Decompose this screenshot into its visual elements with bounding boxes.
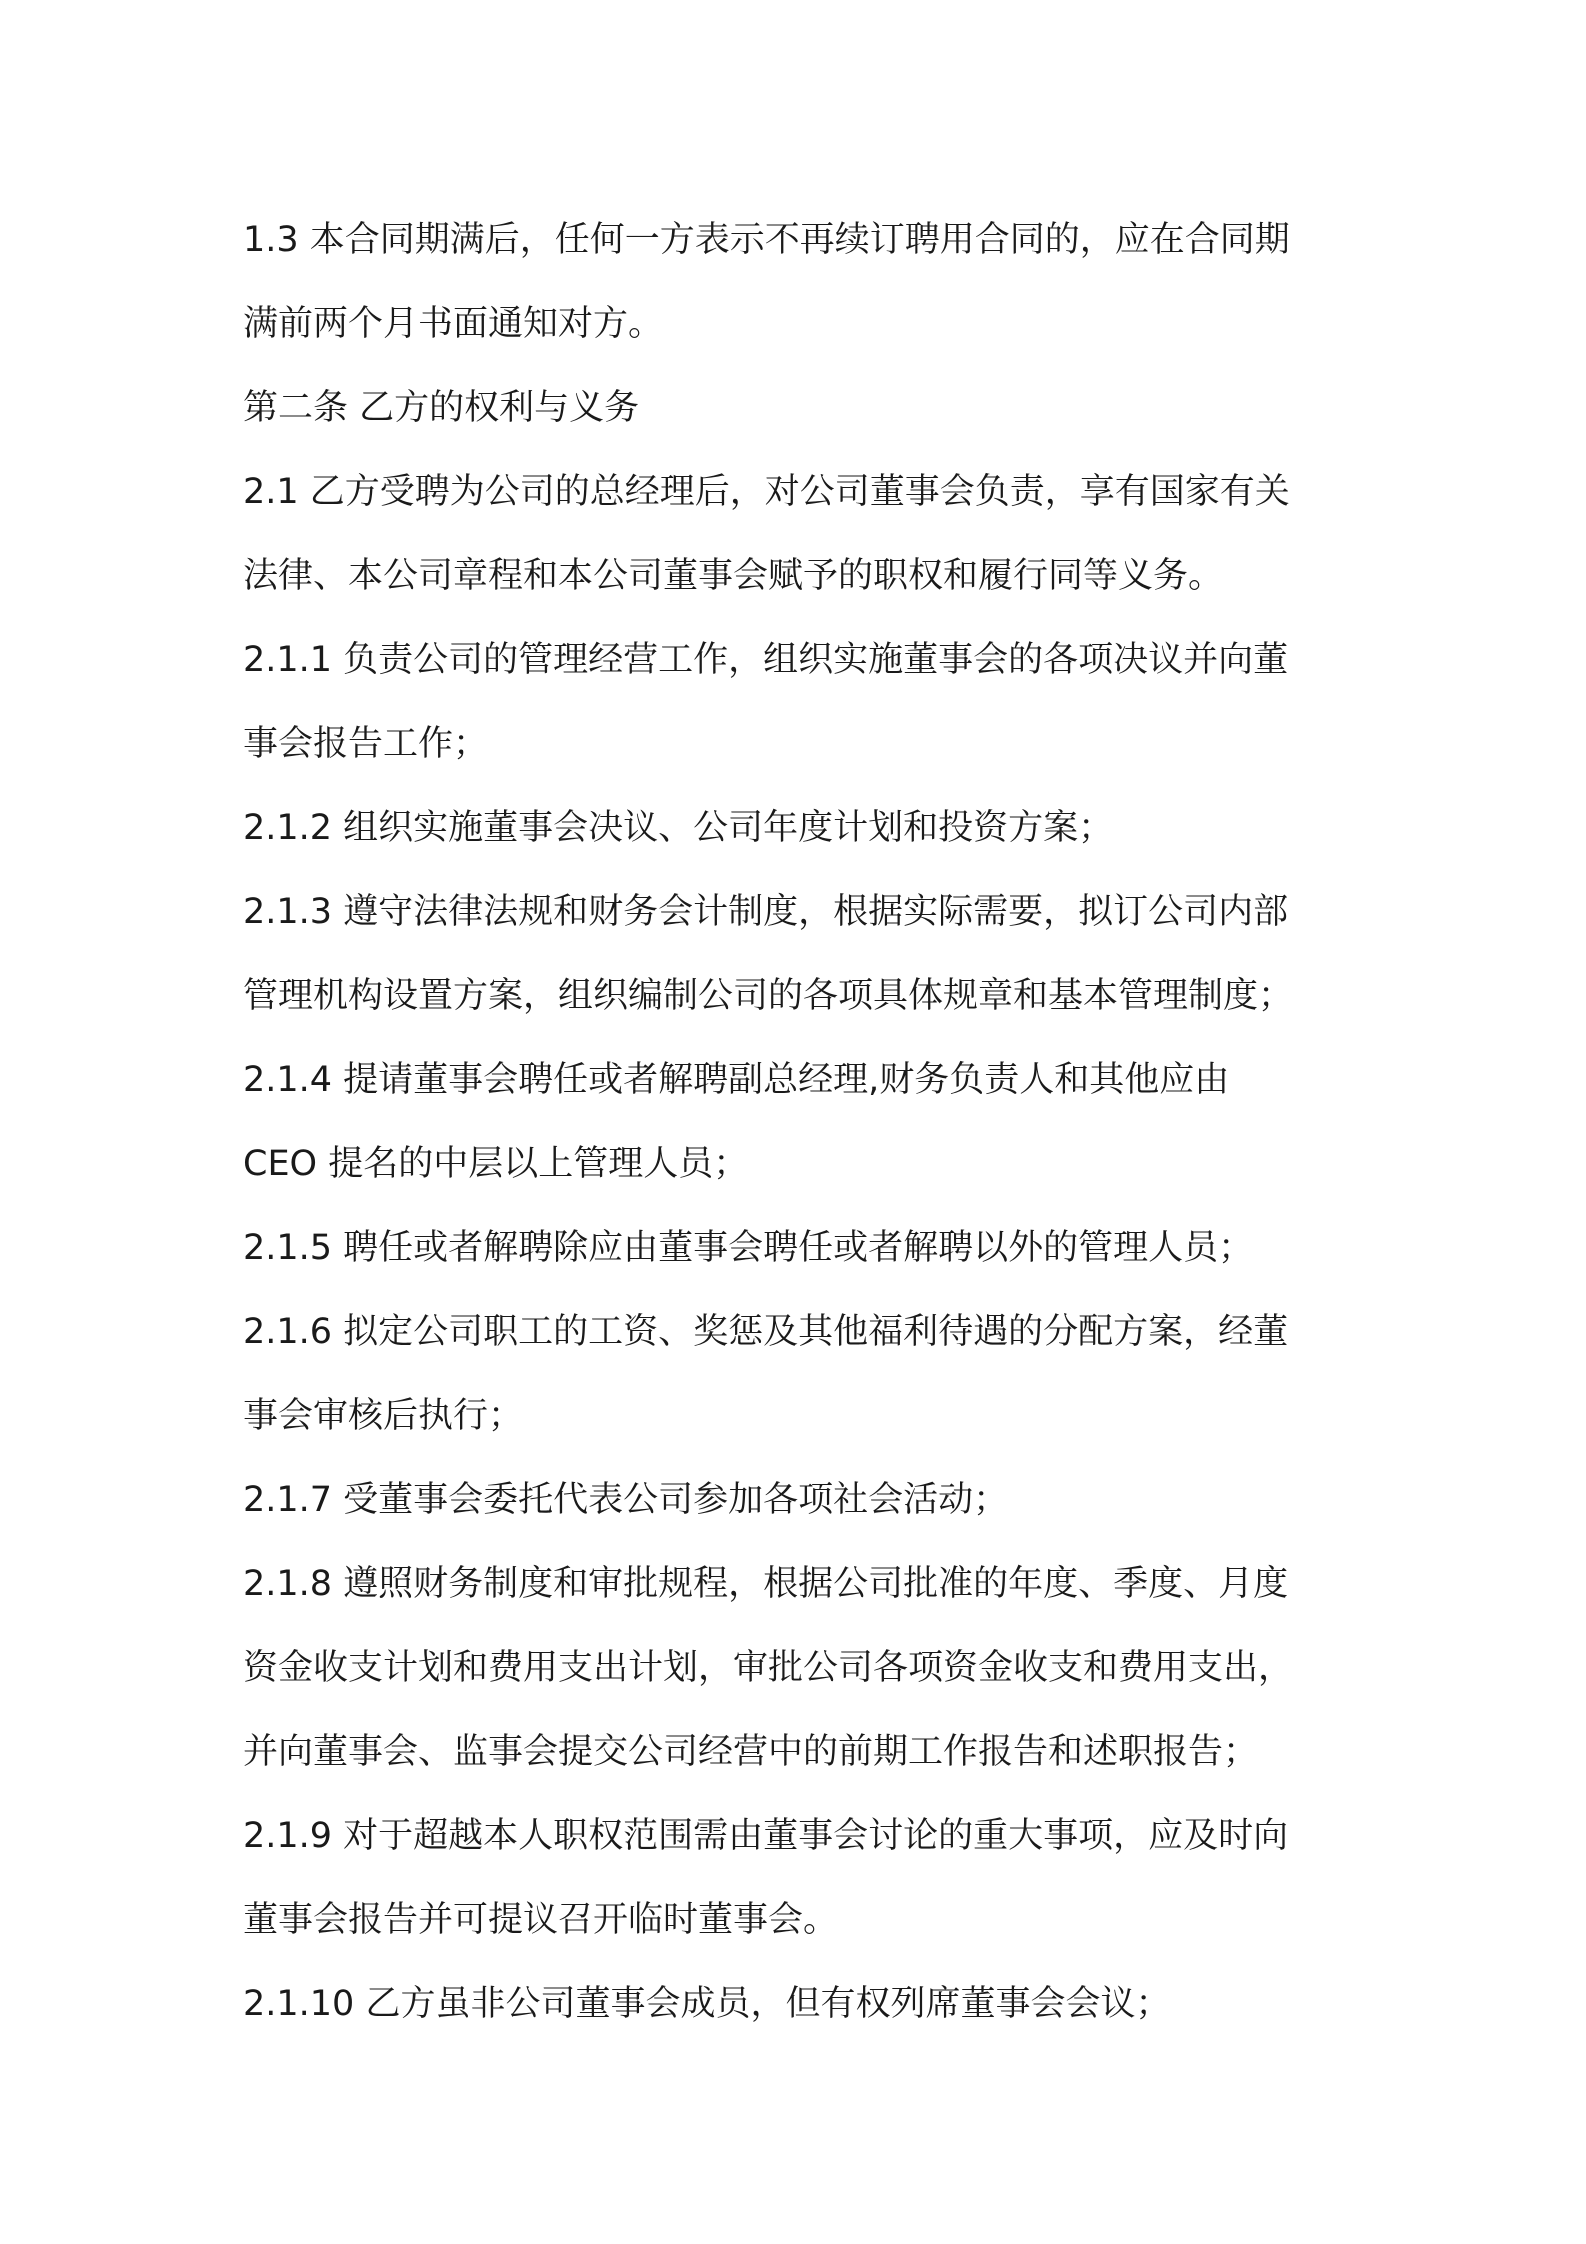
section-heading: 第二条 乙方的权利与义务: [243, 388, 640, 428]
text-line: CEO 提名的中层以上管理人员；: [243, 1144, 749, 1184]
text-line: 2.1.6 拟定公司职工的工资、奖惩及其他福利待遇的分配方案，经董: [243, 1312, 1289, 1352]
text-line: 2.1.5 聘任或者解聘除应由董事会聘任或者解聘以外的管理人员；: [243, 1228, 1254, 1268]
text-line: 并向董事会、监事会提交公司经营中的前期工作报告和述职报告；: [243, 1732, 1259, 1772]
text-line: 满前两个月书面通知对方。: [243, 304, 664, 344]
text-line: 2.1.8 遵照财务制度和审批规程，根据公司批准的年度、季度、月度: [243, 1564, 1289, 1604]
text-line: 2.1.1 负责公司的管理经营工作，组织实施董事会的各项决议并向董: [243, 640, 1289, 680]
text-line: 2.1.7 受董事会委托代表公司参加各项社会活动；: [243, 1480, 1009, 1520]
text-line: 管理机构设置方案，组织编制公司的各项具体规章和基本管理制度；: [243, 976, 1294, 1016]
text-line: 2.1.4 提请董事会聘任或者解聘副总经理,财务负责人和其他应由: [243, 1060, 1230, 1100]
text-line: 法律、本公司章程和本公司董事会赋予的职权和履行同等义务。: [243, 556, 1224, 596]
text-line: 2.1.9 对于超越本人职权范围需由董事会讨论的重大事项，应及时向: [243, 1816, 1289, 1856]
text-line: 1.3 本合同期满后，任何一方表示不再续订聘用合同的，应在合同期: [243, 220, 1290, 260]
text-line: 事会审核后执行；: [243, 1396, 524, 1436]
text-line: 事会报告工作；: [243, 724, 489, 764]
text-line: 董事会报告并可提议召开临时董事会。: [243, 1900, 839, 1940]
text-line: 2.1.3 遵守法律法规和财务会计制度，根据实际需要，拟订公司内部: [243, 892, 1289, 932]
text-line: 2.1.10 乙方虽非公司董事会成员，但有权列席董事会会议；: [243, 1984, 1171, 2024]
text-line: 2.1 乙方受聘为公司的总经理后，对公司董事会负责，享有国家有关: [243, 472, 1290, 512]
text-line: 2.1.2 组织实施董事会决议、公司年度计划和投资方案；: [243, 808, 1114, 848]
document-body: [243, 198, 1353, 2046]
text-line: 资金收支计划和费用支出计划，审批公司各项资金收支和费用支出，: [243, 1648, 1294, 1688]
